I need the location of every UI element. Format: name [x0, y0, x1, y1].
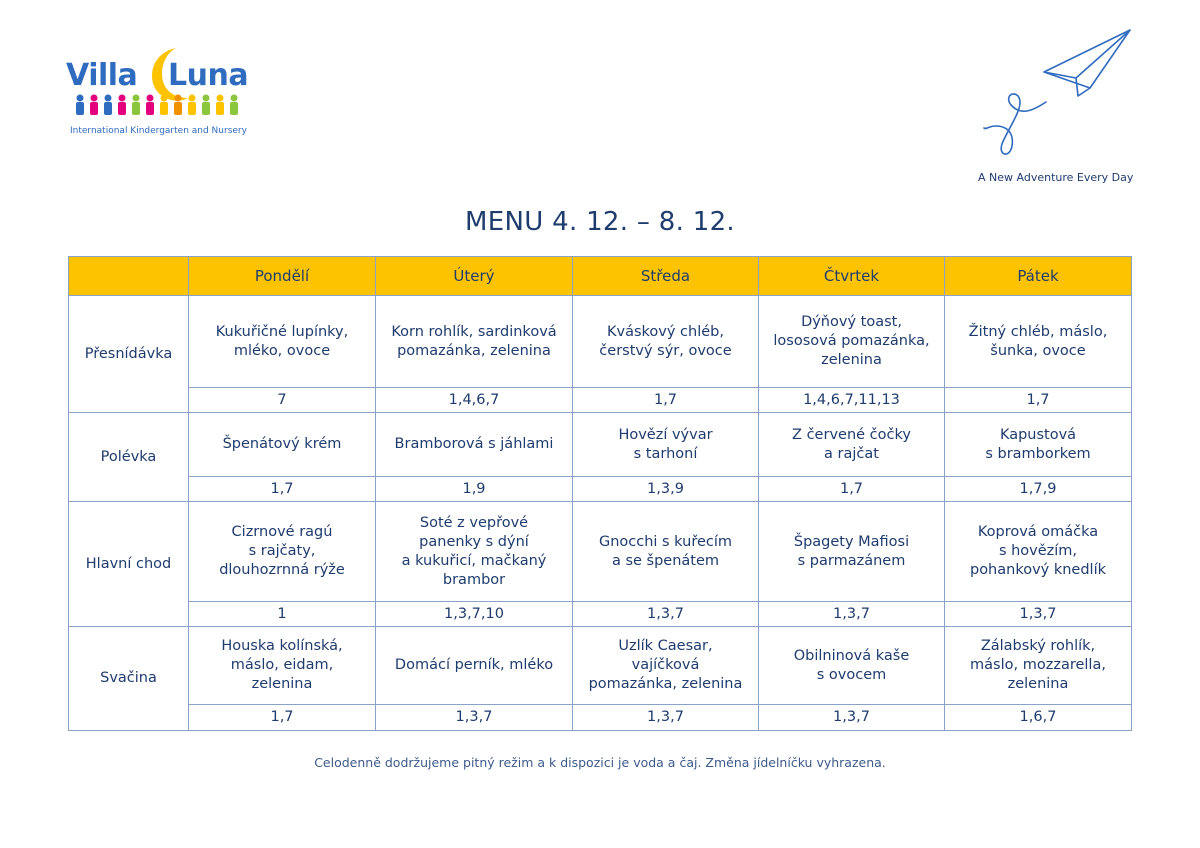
- allergen-cell: 1,7,9: [945, 477, 1132, 502]
- allergen-cell: 1: [189, 602, 376, 627]
- dish-cell: Soté z vepřové panenky s dýní a kukuřicí, mačkaný brambor: [376, 502, 573, 602]
- allergen-cell: 1,3,9: [573, 477, 759, 502]
- day-header: Čtvrtek: [759, 257, 945, 296]
- page-title: MENU 4. 12. – 8. 12.: [465, 207, 735, 237]
- dish-cell: Korn rohlík, sardinková pomazánka, zelenina: [376, 296, 573, 388]
- allergen-row: [69, 477, 1132, 502]
- logo-word-luna: Luna: [168, 58, 249, 93]
- logo-subtitle: International Kindergarten and Nursery: [70, 126, 247, 136]
- dish-cell: Kváskový chléb, čerstvý sýr, ovoce: [573, 296, 759, 388]
- tagline: A New Adventure Every Day: [978, 171, 1134, 184]
- allergen-cell: 1,3,7: [759, 602, 945, 627]
- allergen-cell: 1,7: [189, 705, 376, 731]
- dish-cell: Hovězí vývar s tarhoní: [573, 413, 759, 477]
- dish-cell: Bramborová s jáhlami: [376, 413, 573, 477]
- allergen-cell: 1,4,6,7: [376, 388, 573, 413]
- dish-cell: Gnocchi s kuřecím a se špenátem: [573, 502, 759, 602]
- dish-cell: Cizrnové ragú s rajčaty, dlouhozrnná rýže: [189, 502, 376, 602]
- allergen-cell: 1,7: [945, 388, 1132, 413]
- dish-cell: Žitný chléb, máslo, šunka, ovoce: [945, 296, 1132, 388]
- dish-cell: Špagety Mafiosi s parmazánem: [759, 502, 945, 602]
- allergen-cell: 1,3,7: [759, 705, 945, 731]
- day-header: Pátek: [945, 257, 1132, 296]
- allergen-cell: 7: [189, 388, 376, 413]
- meal-row-soup: [69, 413, 1132, 477]
- meal-row-main: [69, 502, 1132, 602]
- villa-luna-logo: [66, 44, 249, 140]
- meal-label: Polévka: [69, 413, 189, 502]
- meal-label: Svačina: [69, 627, 189, 731]
- allergen-cell: 1,3,7,10: [376, 602, 573, 627]
- allergen-cell: 1,4,6,7,11,13: [759, 388, 945, 413]
- paper-plane-icon: [978, 26, 1138, 161]
- dish-cell: Dýňový toast, lososová pomazánka, zelenina: [759, 296, 945, 388]
- day-header: Pondělí: [189, 257, 376, 296]
- allergen-cell: 1,7: [573, 388, 759, 413]
- dish-cell: Houska kolínská, máslo, eidam, zelenina: [189, 627, 376, 705]
- allergen-row: [69, 388, 1132, 413]
- dish-cell: Kukuřičné lupínky, mléko, ovoce: [189, 296, 376, 388]
- meal-label: Přesnídávka: [69, 296, 189, 413]
- dish-cell: Obilninová kaše s ovocem: [759, 627, 945, 705]
- allergen-cell: 1,6,7: [945, 705, 1132, 731]
- dish-cell: Z červené čočky a rajčat: [759, 413, 945, 477]
- allergen-cell: 1,7: [189, 477, 376, 502]
- allergen-cell: 1,7: [759, 477, 945, 502]
- menu-table: [68, 256, 1132, 731]
- children-row-icon: [72, 94, 244, 116]
- day-header: Středa: [573, 257, 759, 296]
- dish-cell: Špenátový krém: [189, 413, 376, 477]
- allergen-row: [69, 705, 1132, 731]
- logo-word-villa: Villa: [66, 58, 138, 93]
- day-header: Úterý: [376, 257, 573, 296]
- dish-cell: Kapustová s bramborkem: [945, 413, 1132, 477]
- footnote: Celodenně dodržujeme pitný režim a k dispozici je voda a čaj. Změna jídelníčku vyhrazena.: [314, 755, 886, 770]
- table-header-row: [69, 257, 1132, 296]
- meal-row-afternoon-snack: [69, 627, 1132, 705]
- allergen-cell: 1,3,7: [573, 602, 759, 627]
- allergen-cell: 1,3,7: [376, 705, 573, 731]
- allergen-cell: 1,9: [376, 477, 573, 502]
- dish-cell: Uzlík Caesar, vajíčková pomazánka, zelenina: [573, 627, 759, 705]
- allergen-cell: 1,3,7: [573, 705, 759, 731]
- meal-label: Hlavní chod: [69, 502, 189, 627]
- dish-cell: Koprová omáčka s hovězím, pohankový knedlík: [945, 502, 1132, 602]
- meal-row-snack: [69, 296, 1132, 388]
- dish-cell: Zálabský rohlík, máslo, mozzarella, zelenina: [945, 627, 1132, 705]
- allergen-row: [69, 602, 1132, 627]
- dish-cell: Domácí perník, mléko: [376, 627, 573, 705]
- header-corner: [69, 257, 189, 296]
- allergen-cell: 1,3,7: [945, 602, 1132, 627]
